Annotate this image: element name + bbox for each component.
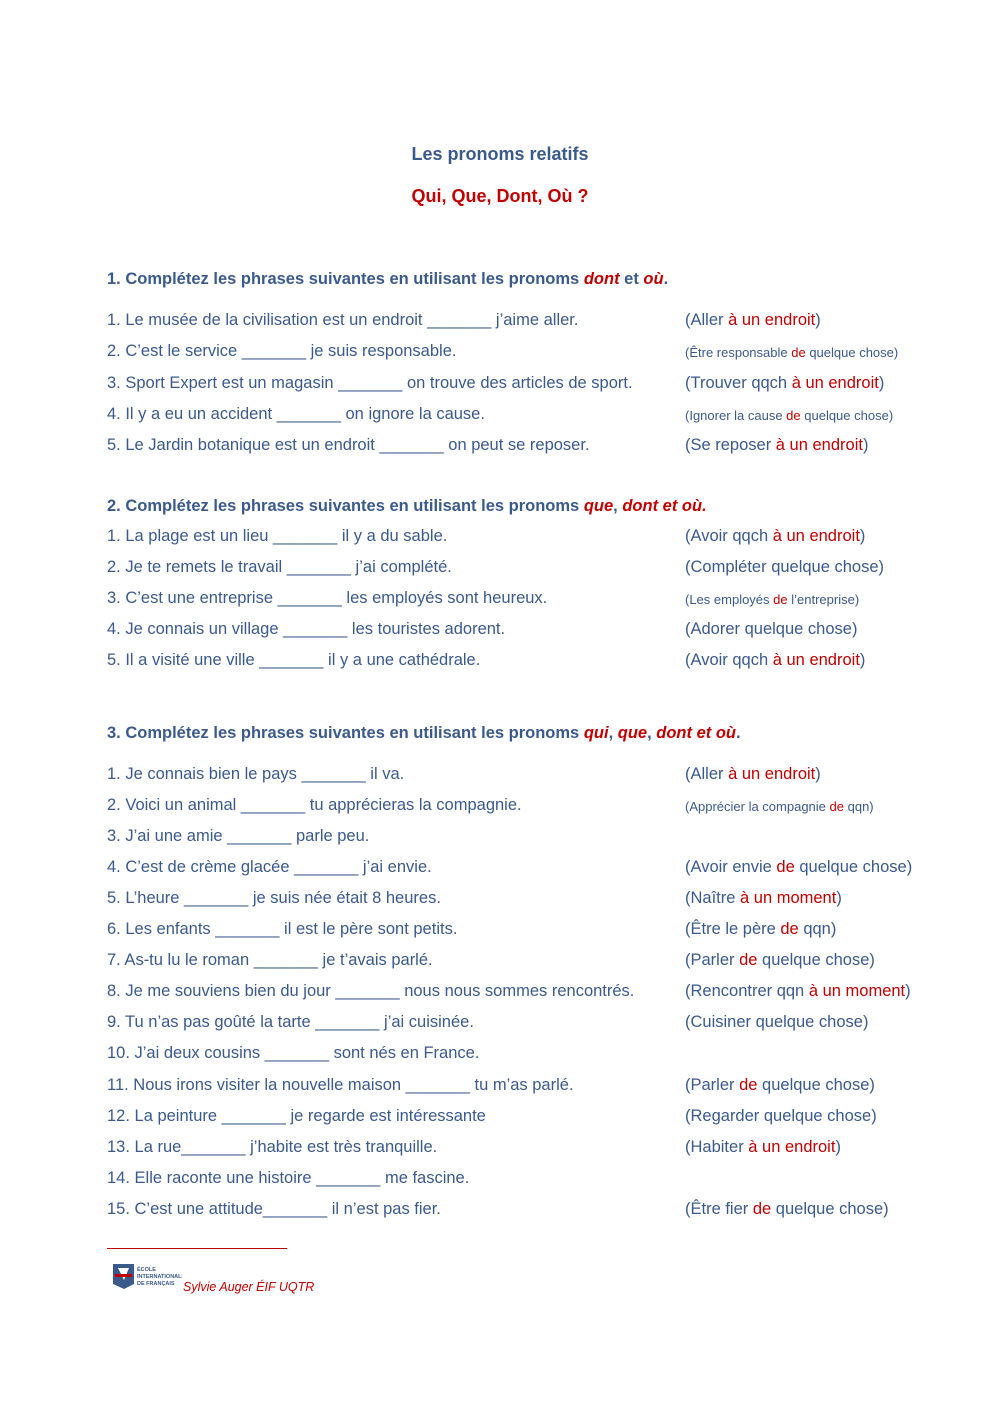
exercise-sentence: 2. Voici un animal _______ tu apprécieras la compagnie. xyxy=(107,796,522,815)
hint-text: (Naître xyxy=(685,889,741,908)
exercise-sentence: 5. Le Jardin botanique est un endroit _______ on peut se reposer. xyxy=(107,436,590,455)
hint-text: (Avoir qqch xyxy=(685,651,773,670)
page-subtitle: Qui, Que, Dont, Où ? xyxy=(411,186,589,206)
exercise-hint xyxy=(685,1138,841,1157)
hint-text: (Parler xyxy=(685,1075,740,1094)
exercise-sentence: 10. J’ai deux cousins _______ sont nés en France. xyxy=(107,1044,480,1063)
logo-mark xyxy=(112,1262,182,1290)
school-logo xyxy=(112,1262,182,1290)
hint-text: quelque chose) xyxy=(800,407,894,423)
exercise-row xyxy=(107,827,967,849)
hint-text: (Adorer quelque chose) xyxy=(685,620,858,639)
hint-text: ) xyxy=(905,982,911,1001)
exercise-hint xyxy=(685,1076,875,1095)
hint-text: (Apprécier la compagnie xyxy=(685,799,830,815)
exercise-row xyxy=(107,796,967,818)
hint-keyword: à un endroit xyxy=(748,1137,836,1156)
hint-text: (Cuisiner quelque chose) xyxy=(685,1013,869,1032)
exercise-row xyxy=(107,1076,967,1098)
hint-text: (Être le père xyxy=(685,920,781,939)
hint-text: (Se reposer xyxy=(685,436,776,455)
hint-text: (Compléter quelque chose) xyxy=(685,558,885,577)
exercise-sentence: 6. Les enfants _______ il est le père sont petits. xyxy=(107,920,458,939)
section-1-heading: 1. Complétez les phrases suivantes en utilisant les pronoms dont et où. xyxy=(107,270,669,288)
exercise-row xyxy=(107,558,967,580)
exercise-hint xyxy=(685,345,898,360)
exercise-hint xyxy=(685,311,821,330)
hint-keyword: à un moment xyxy=(740,889,837,908)
logo-line-3: DE FRANÇAIS xyxy=(137,1281,175,1287)
exercise-sentence: 8. Je me souviens bien du jour _______ nous nous sommes rencontrés. xyxy=(107,982,635,1001)
hint-text: ) xyxy=(835,1137,841,1156)
exercise-sentence: 15. C’est une attitude_______ il n’est pas fier. xyxy=(107,1199,441,1218)
hint-keyword: de xyxy=(773,592,788,608)
hint-text: ) xyxy=(862,436,869,455)
hint-text: (Être responsable xyxy=(685,345,792,361)
hint-text: (Regarder quelque chose) xyxy=(685,1106,877,1125)
hint-text: (Parler xyxy=(685,951,740,970)
exercise-row xyxy=(107,1013,967,1035)
hint-text: quelque chose) xyxy=(771,1199,889,1218)
hint-text: (Trouver qqch xyxy=(685,373,792,392)
hint-text: ) xyxy=(815,765,821,783)
exercise-row xyxy=(107,311,967,333)
hint-text: (Avoir qqch xyxy=(685,527,773,545)
logo-line-2: INTERNATIONALE xyxy=(137,1274,182,1280)
exercise-sentence: 11. Nous irons visiter la nouvelle maison _______ tu m’as parlé. xyxy=(107,1075,574,1094)
section-3-heading: 3. Complétez les phrases suivantes en utilisant les pronoms qui, que, dont et où. xyxy=(107,724,741,742)
hint-text: ) xyxy=(815,311,821,329)
hint-text: qqn) xyxy=(844,799,874,815)
exercise-sentence: 4. Il y a eu un accident _______ on ignore la cause. xyxy=(107,404,485,423)
hint-text: quelque chose) xyxy=(757,1075,875,1094)
hint-keyword: à un endroit xyxy=(772,527,860,545)
exercise-sentence: 5. L’heure _______ je suis née était 8 heures. xyxy=(107,889,441,908)
exercise-row xyxy=(107,620,967,642)
hint-text: (Aller xyxy=(685,311,729,329)
hint-keyword: de xyxy=(752,1199,772,1218)
section-2-heading: 2. Complétez les phrases suivantes en utilisant les pronoms que, dont et où. xyxy=(107,497,707,515)
exercise-sentence: 9. Tu n’as pas goûté la tarte _______ j’ai cuisinée. xyxy=(107,1013,474,1032)
exercise-hint xyxy=(685,408,893,423)
hint-keyword: de xyxy=(776,858,795,877)
exercise-sentence: 5. Il a visité une ville _______ il y a une cathédrale. xyxy=(107,651,481,670)
exercise-row xyxy=(107,374,967,396)
exercise-sentence: 13. La rue_______ j’habite est très tranquille. xyxy=(107,1137,438,1156)
exercise-hint xyxy=(685,1200,889,1219)
exercise-row xyxy=(107,982,967,1004)
exercise-row xyxy=(107,858,967,880)
exercise-row xyxy=(107,1107,967,1129)
exercise-hint xyxy=(685,1013,868,1032)
hint-text: (Rencontrer qqn xyxy=(685,982,809,1001)
exercise-row xyxy=(107,920,967,942)
exercise-sentence: 3. Sport Expert est un magasin _______ on trouve des articles de sport. xyxy=(107,373,633,392)
hint-keyword: à un endroit xyxy=(775,436,863,455)
exercise-row xyxy=(107,436,967,458)
exercise-hint xyxy=(685,527,865,546)
exercise-sentence: 2. C’est le service _______ je suis responsable. xyxy=(107,342,457,361)
exercise-hint xyxy=(685,374,884,393)
exercise-hint xyxy=(685,620,857,639)
exercise-row xyxy=(107,1138,967,1160)
hint-text: quelque chose) xyxy=(805,345,899,361)
hint-keyword: de xyxy=(739,1075,758,1094)
exercise-row xyxy=(107,1044,967,1066)
exercise-sentence: 3. J’ai une amie _______ parle peu. xyxy=(107,827,370,846)
exercise-hint xyxy=(685,858,912,877)
hint-keyword: à un endroit xyxy=(791,373,879,392)
exercise-row xyxy=(107,405,967,427)
exercise-hint xyxy=(685,558,884,577)
footer-author: Sylvie Auger ÉIF UQTR xyxy=(183,1280,315,1294)
exercise-hint xyxy=(685,592,859,607)
hint-keyword: de xyxy=(739,951,758,970)
exercise-row xyxy=(107,765,967,787)
hint-keyword: à un moment xyxy=(808,982,906,1001)
footer-divider xyxy=(107,1248,287,1249)
hint-text: ) xyxy=(836,889,842,908)
exercise-sentence: 2. Je te remets le travail _______ j’ai complété. xyxy=(107,558,452,577)
exercise-sentence: 12. La peinture _______ je regarde est intéressante xyxy=(107,1106,486,1125)
hint-keyword: de xyxy=(829,799,844,815)
hint-keyword: à un endroit xyxy=(728,311,816,329)
hint-keyword: à un endroit xyxy=(728,765,816,783)
exercise-hint xyxy=(685,799,874,814)
hint-text: (Être fier xyxy=(685,1199,753,1218)
exercise-row xyxy=(107,651,967,673)
exercise-sentence: 3. C’est une entreprise _______ les employés sont heureux. xyxy=(107,589,548,608)
exercise-hint xyxy=(685,651,865,670)
exercise-sentence: 4. C’est de crème glacée _______ j’ai envie. xyxy=(107,858,432,877)
exercise-row xyxy=(107,342,967,364)
exercise-hint xyxy=(685,1107,877,1126)
exercise-row xyxy=(107,589,967,611)
hint-text: ) xyxy=(859,527,866,545)
exercise-hint xyxy=(685,920,836,939)
hint-text: (Habiter xyxy=(685,1137,749,1156)
exercise-row xyxy=(107,951,967,973)
exercise-sentence: 1. La plage est un lieu _______ il y a du sable. xyxy=(107,527,448,545)
exercise-sentence: 4. Je connais un village _______ les touristes adorent. xyxy=(107,620,506,639)
hint-text: l’entreprise) xyxy=(787,592,860,608)
hint-text: ) xyxy=(878,373,885,392)
page-title: Les pronoms relatifs xyxy=(411,144,589,164)
hint-text: (Les employés xyxy=(685,592,774,608)
exercise-sentence: 1. Je connais bien le pays _______ il va. xyxy=(107,765,405,783)
exercise-row xyxy=(107,527,967,549)
exercise-sentence: 1. Le musée de la civilisation est un endroit _______ j’aime aller. xyxy=(107,311,579,329)
hint-keyword: de xyxy=(780,920,799,939)
hint-text: quelque chose) xyxy=(757,951,875,970)
hint-text: (Ignorer la cause xyxy=(685,407,787,423)
exercise-hint xyxy=(685,982,911,1001)
logo-line-1: ÉCOLE xyxy=(137,1267,156,1273)
exercise-hint xyxy=(685,765,821,784)
hint-text: ) xyxy=(859,651,866,670)
hint-text: (Aller xyxy=(685,765,729,783)
exercise-row xyxy=(107,1200,967,1222)
hint-text: qqn) xyxy=(798,920,837,939)
exercise-row xyxy=(107,889,967,911)
exercise-sentence: 14. Elle raconte une histoire _______ me fascine. xyxy=(107,1168,470,1187)
hint-text: quelque chose) xyxy=(794,858,913,877)
hint-keyword: de xyxy=(786,407,801,423)
exercise-hint xyxy=(685,951,875,970)
exercise-sentence: 7. As-tu lu le roman _______ je t’avais parlé. xyxy=(107,951,433,970)
exercise-hint xyxy=(685,889,842,908)
exercise-hint xyxy=(685,436,868,455)
hint-keyword: à un endroit xyxy=(772,651,860,670)
hint-text: (Avoir envie xyxy=(685,858,777,877)
hint-keyword: de xyxy=(791,345,806,361)
exercise-row xyxy=(107,1169,967,1191)
